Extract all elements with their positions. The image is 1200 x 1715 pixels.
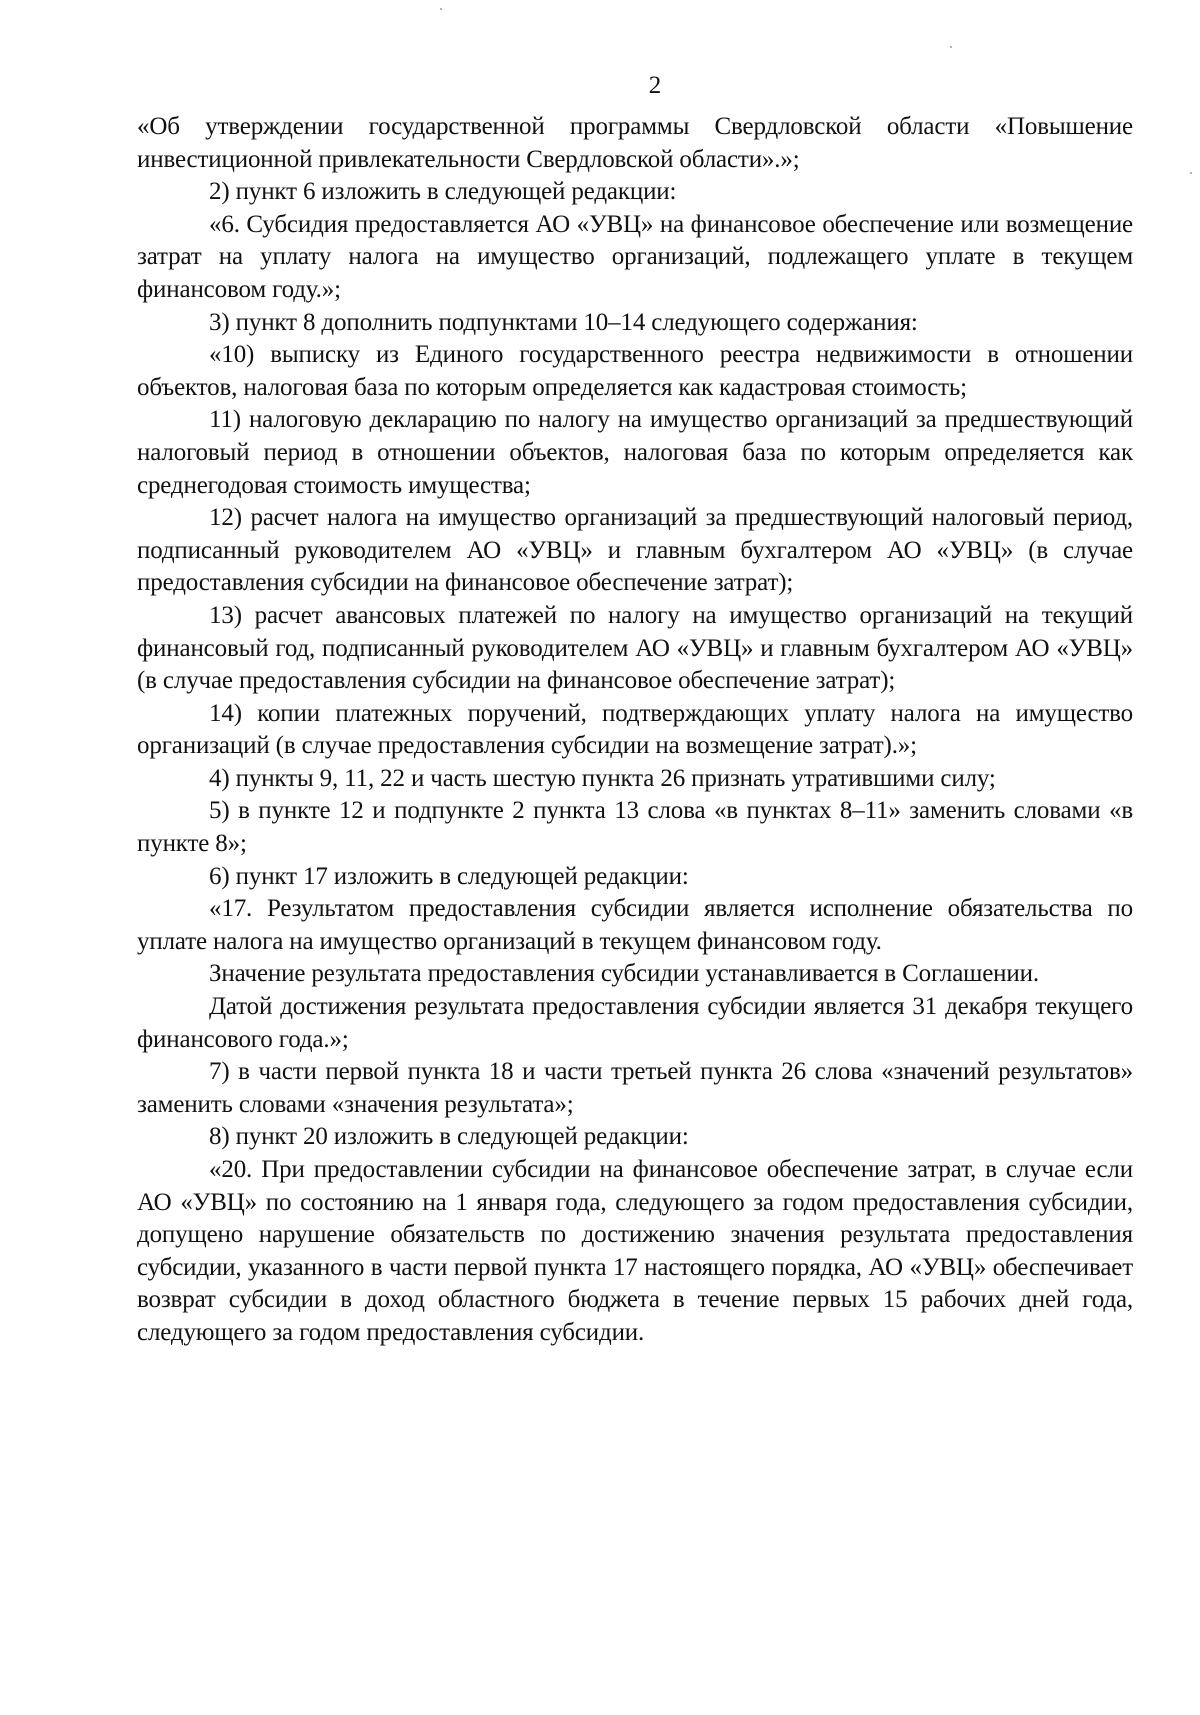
paragraph-result-date: Датой достижения результата предоставления субсидии является 31 декабря текущего финансового года.»;: [137, 993, 1133, 1053]
scan-speck: [950, 46, 952, 48]
paragraph-clause-6: «6. Субсидия предоставляется АО «УВЦ» на финансовое обеспечение или возмещение затрат на уплату налога на имущество организаций, подлежащего уплате в текущем финансовом году.»;: [137, 210, 1133, 303]
paragraph-item-2: 2) пункт 6 изложить в следующей редакции:: [209, 178, 677, 206]
paragraph-item-5: 5) в пункте 12 и подпункте 2 пункта 13 слова «в пунктах 8–11» заменить словами «в пункте 8»;: [137, 797, 1133, 858]
paragraph-item-4: 4) пункты 9, 11, 22 и часть шестую пункта 26 признать утратившими силу;: [209, 764, 996, 792]
page-number: 2: [648, 72, 662, 99]
paragraph-item-7: 7) в части первой пункта 18 и части третьей пункта 26 слова «значений результатов» заменить словами «значения результата»;: [137, 1058, 1133, 1118]
document-body: [137, 111, 1133, 1350]
scan-speck: [440, 8, 442, 10]
paragraph-item-6: 6) пункт 17 изложить в следующей редакции:: [209, 862, 689, 890]
paragraph-result-value: Значение результата предоставления субсидии устанавливается в Соглашении.: [209, 960, 1039, 988]
paragraph-subitem-11: 11) налоговую декларацию по налогу на имущество организаций за предшествующий налоговый период в отношении объектов, налоговая база по которым определяется как среднегодовая стоимость имущества;: [137, 406, 1133, 499]
paragraph-clause-17: «17. Результатом предоставления субсидии является исполнение обязательства по уплате налога на имущество организаций в текущем финансовом году.: [137, 895, 1133, 955]
paragraph-subitem-12: 12) расчет налога на имущество организаций за предшествующий налоговый период, подписанный руководителем АО «УВЦ» и главным бухгалтером АО «УВЦ» (в случае предоставления субсидии на финансовое обеспечение затрат);: [137, 504, 1133, 597]
scan-speck: [1190, 172, 1192, 174]
paragraph-subitem-10: «10) выписку из Единого государственного реестра недвижимости в отношении объектов, налоговая база по которым определяется как кадастровая стоимость;: [137, 341, 1133, 401]
paragraph-program-title: «Об утверждении государственной программы Свердловской области «Повышение инвестиционной привлекательности Свердловской области».»;: [137, 113, 1133, 173]
paragraph-item-8: 8) пункт 20 изложить в следующей редакции:: [209, 1123, 689, 1151]
paragraph-subitem-13: 13) расчет авансовых платежей по налогу на имущество организаций на текущий финансовый год, подписанный руководителем АО «УВЦ» и главным бухгалтером АО «УВЦ» (в случае предоставления субсидии на финансовое обеспечение затрат);: [137, 601, 1133, 695]
paragraph-subitem-14: 14) копии платежных поручений, подтверждающих уплату налога на имущество организаций (в случае предоставления субсидии на возмещение затрат).»;: [137, 699, 1133, 760]
paragraph-item-3: 3) пункт 8 дополнить подпунктами 10–14 следующего содержания:: [209, 308, 918, 336]
paragraph-clause-20: «20. При предоставлении субсидии на финансовое обеспечение затрат, в случае если АО «УВЦ» по состоянию на 1 января года, следующего за годом предоставления субсидии, допущено нарушение обязательств по достижению значения результата предоставления субсидии, указанного в части первой пункта 17 настоящего порядка, АО «УВЦ» обеспечивает возврат субсидии в доход областного бюджета в течение первых 15 рабочих дней года, следующего за годом предоставления субсидии.: [137, 1156, 1133, 1346]
